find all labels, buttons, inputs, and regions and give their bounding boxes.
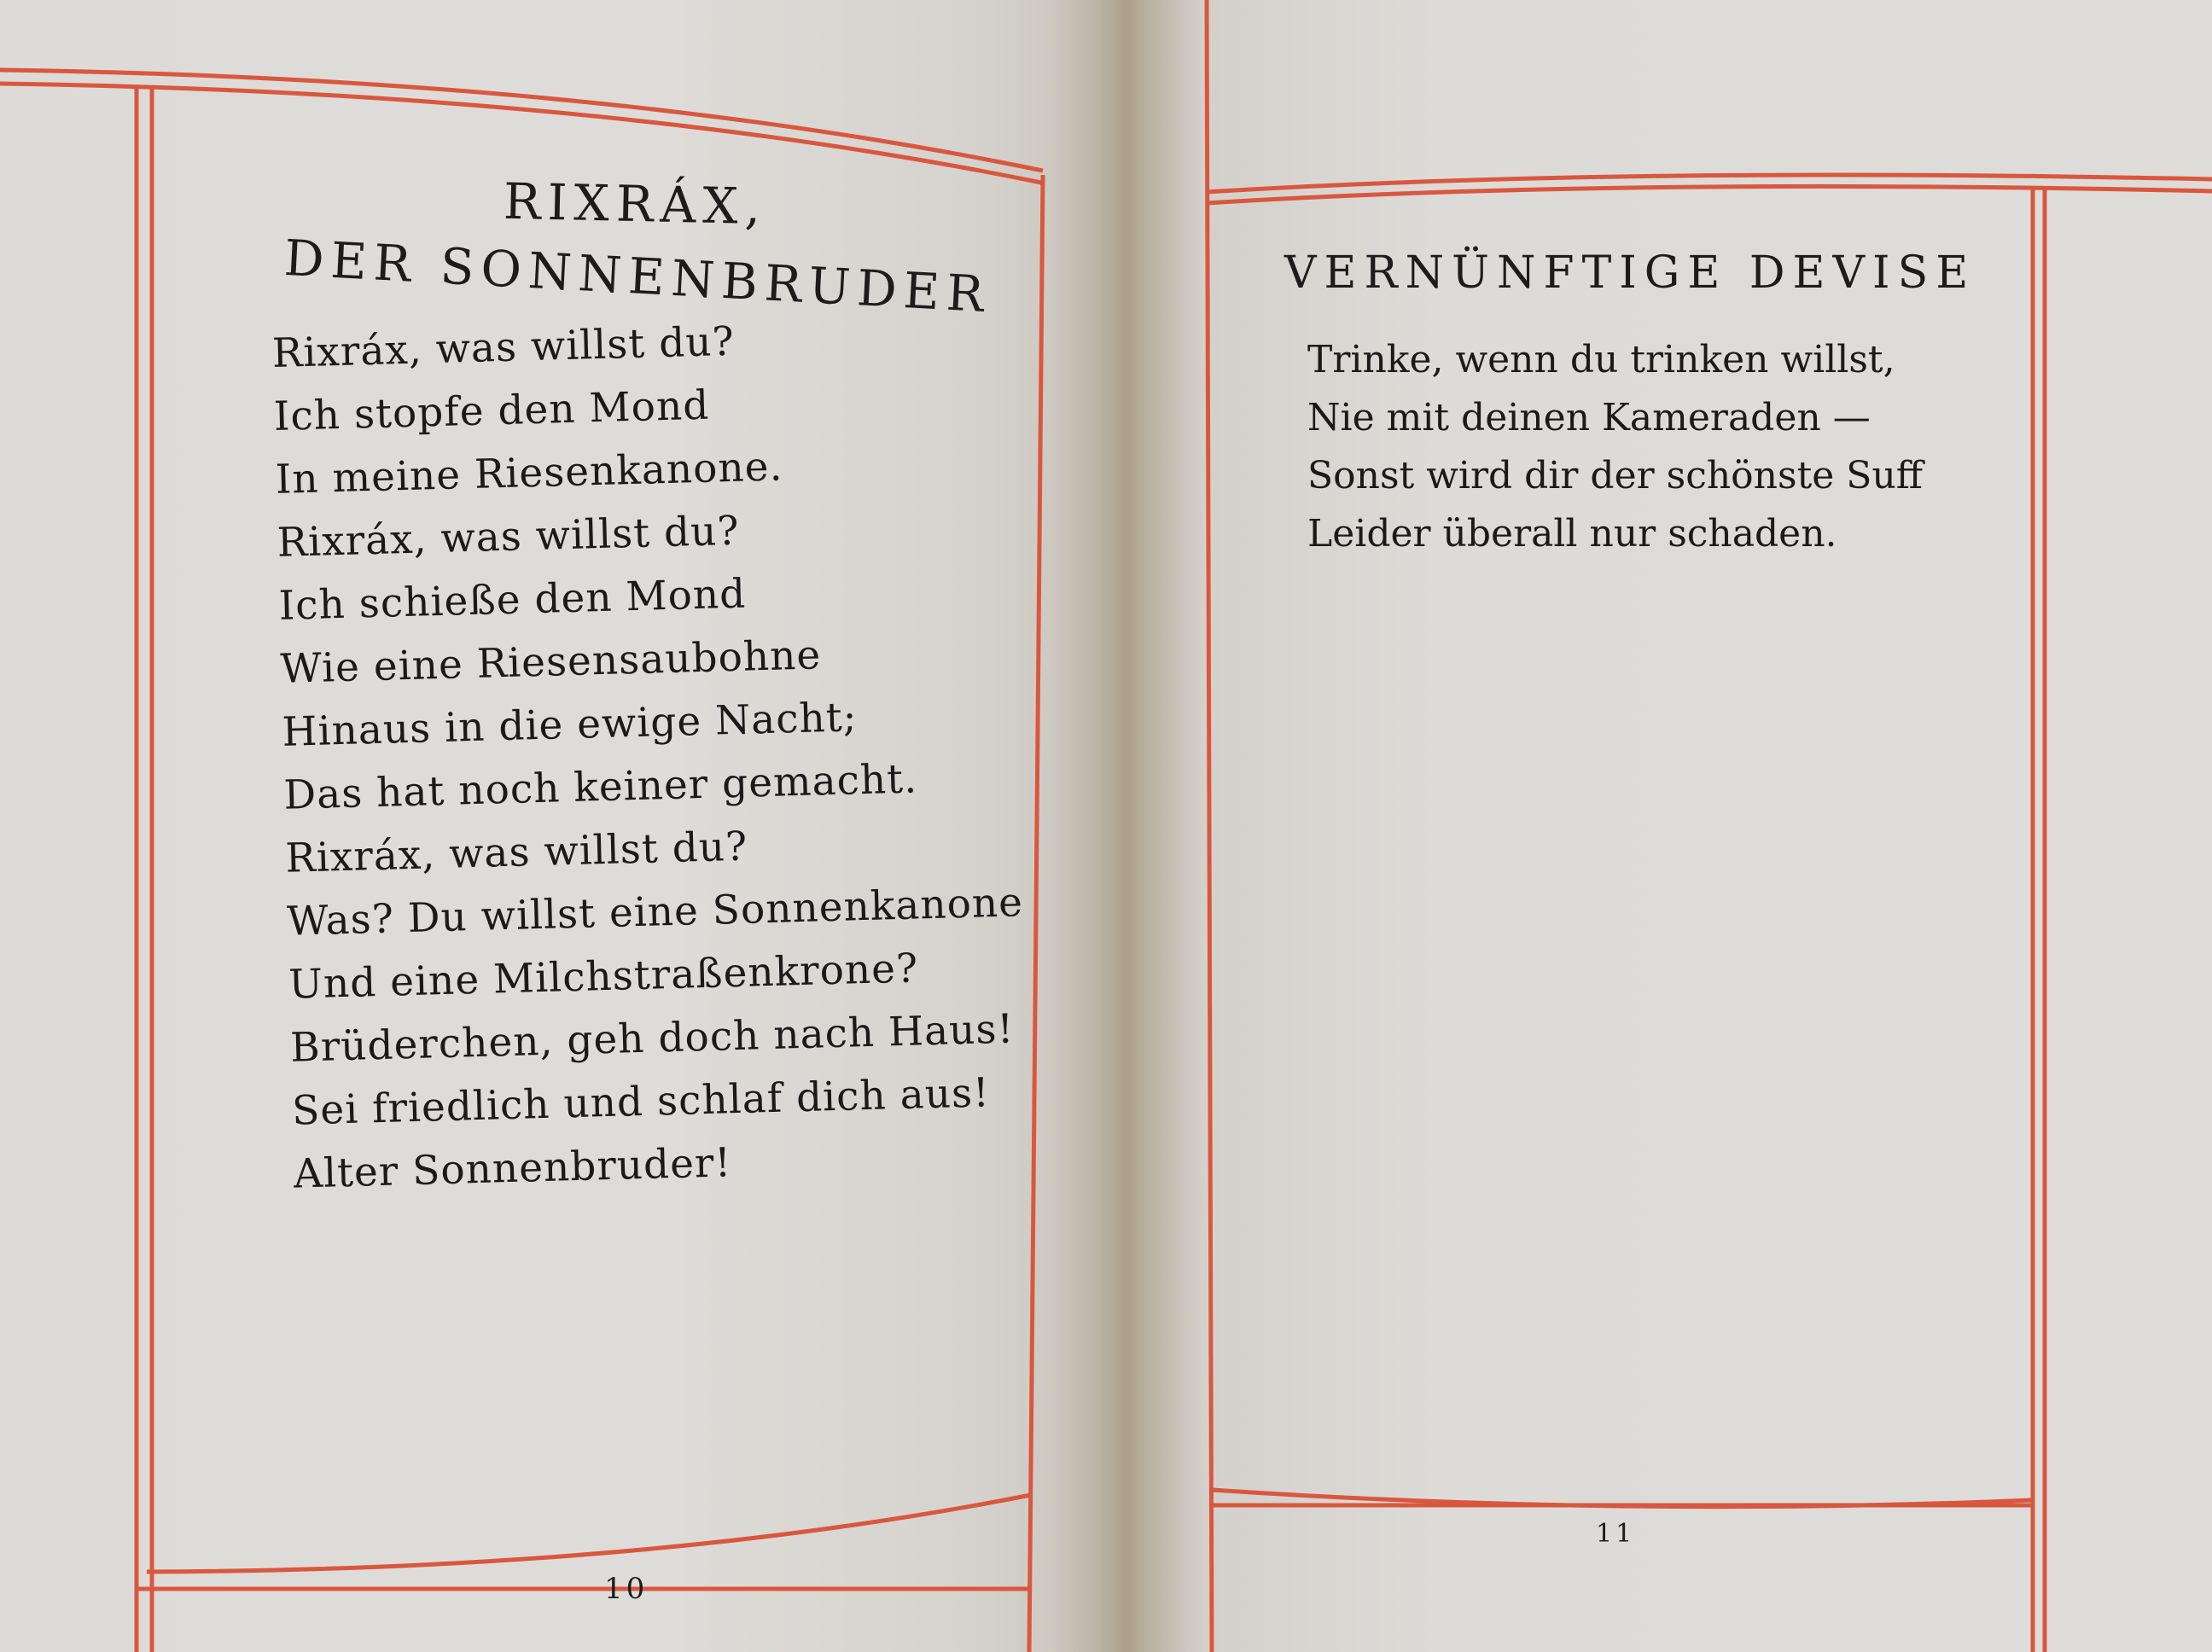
poem-line: Leider überall nur schaden. (1307, 512, 1837, 556)
right-title: VERNÜNFTIGE DEVISE (1284, 247, 1976, 299)
poem-line: Brüderchen, geh doch nach Haus! (289, 1005, 1016, 1072)
poem-line: Was? Du willst eine Sonnenkanone (286, 879, 1024, 945)
poem-line: Rixráx, was willst du? (284, 823, 748, 882)
poem-line: Hinaus in die ewige Nacht; (281, 694, 859, 756)
right-page-number: 11 (1596, 1519, 1636, 1549)
poem-line: Sonst wird dir der schönste Suff (1307, 454, 1924, 497)
poem-line: Das hat noch keiner gemacht. (282, 755, 918, 819)
poem-line: Rixráx, was willst du? (271, 317, 736, 377)
poem-line: Nie mit deinen Kameraden — (1307, 396, 1871, 439)
poem-line: Ich stopfe den Mond (273, 381, 710, 440)
left-page-number: 10 (604, 1572, 649, 1606)
right-poem (1307, 331, 1923, 563)
poem-line: Und eine Milchstraßenkrone? (288, 945, 919, 1009)
poem-line: Rixráx, was willst du? (276, 507, 741, 567)
left-frame-top-rule-2 (0, 84, 1041, 183)
poem-line: In meine Riesenkanone. (275, 443, 784, 503)
poem-line: Trinke, wenn du trinken willst, (1307, 338, 1895, 381)
poem-line: Ich schieße den Mond (277, 570, 747, 630)
left-frame-bottom-rule (147, 1495, 1031, 1572)
poem-line: Wie eine Riesensaubohne (279, 631, 822, 693)
left-title-line-1: RIXRÁX, (503, 172, 768, 236)
left-title-line-2: DER SONNENBRUDER (282, 229, 992, 324)
left-poem (271, 303, 1031, 1206)
right-frame-top-rule-2 (1207, 186, 2212, 203)
poem-line: Alter Sonnenbruder! (293, 1139, 732, 1198)
left-frame-right-rule (1029, 175, 1043, 1652)
poem-line: Sei friedlich und schlaf dich aus! (291, 1069, 991, 1135)
right-frame-left-rule (1207, 0, 1212, 1652)
